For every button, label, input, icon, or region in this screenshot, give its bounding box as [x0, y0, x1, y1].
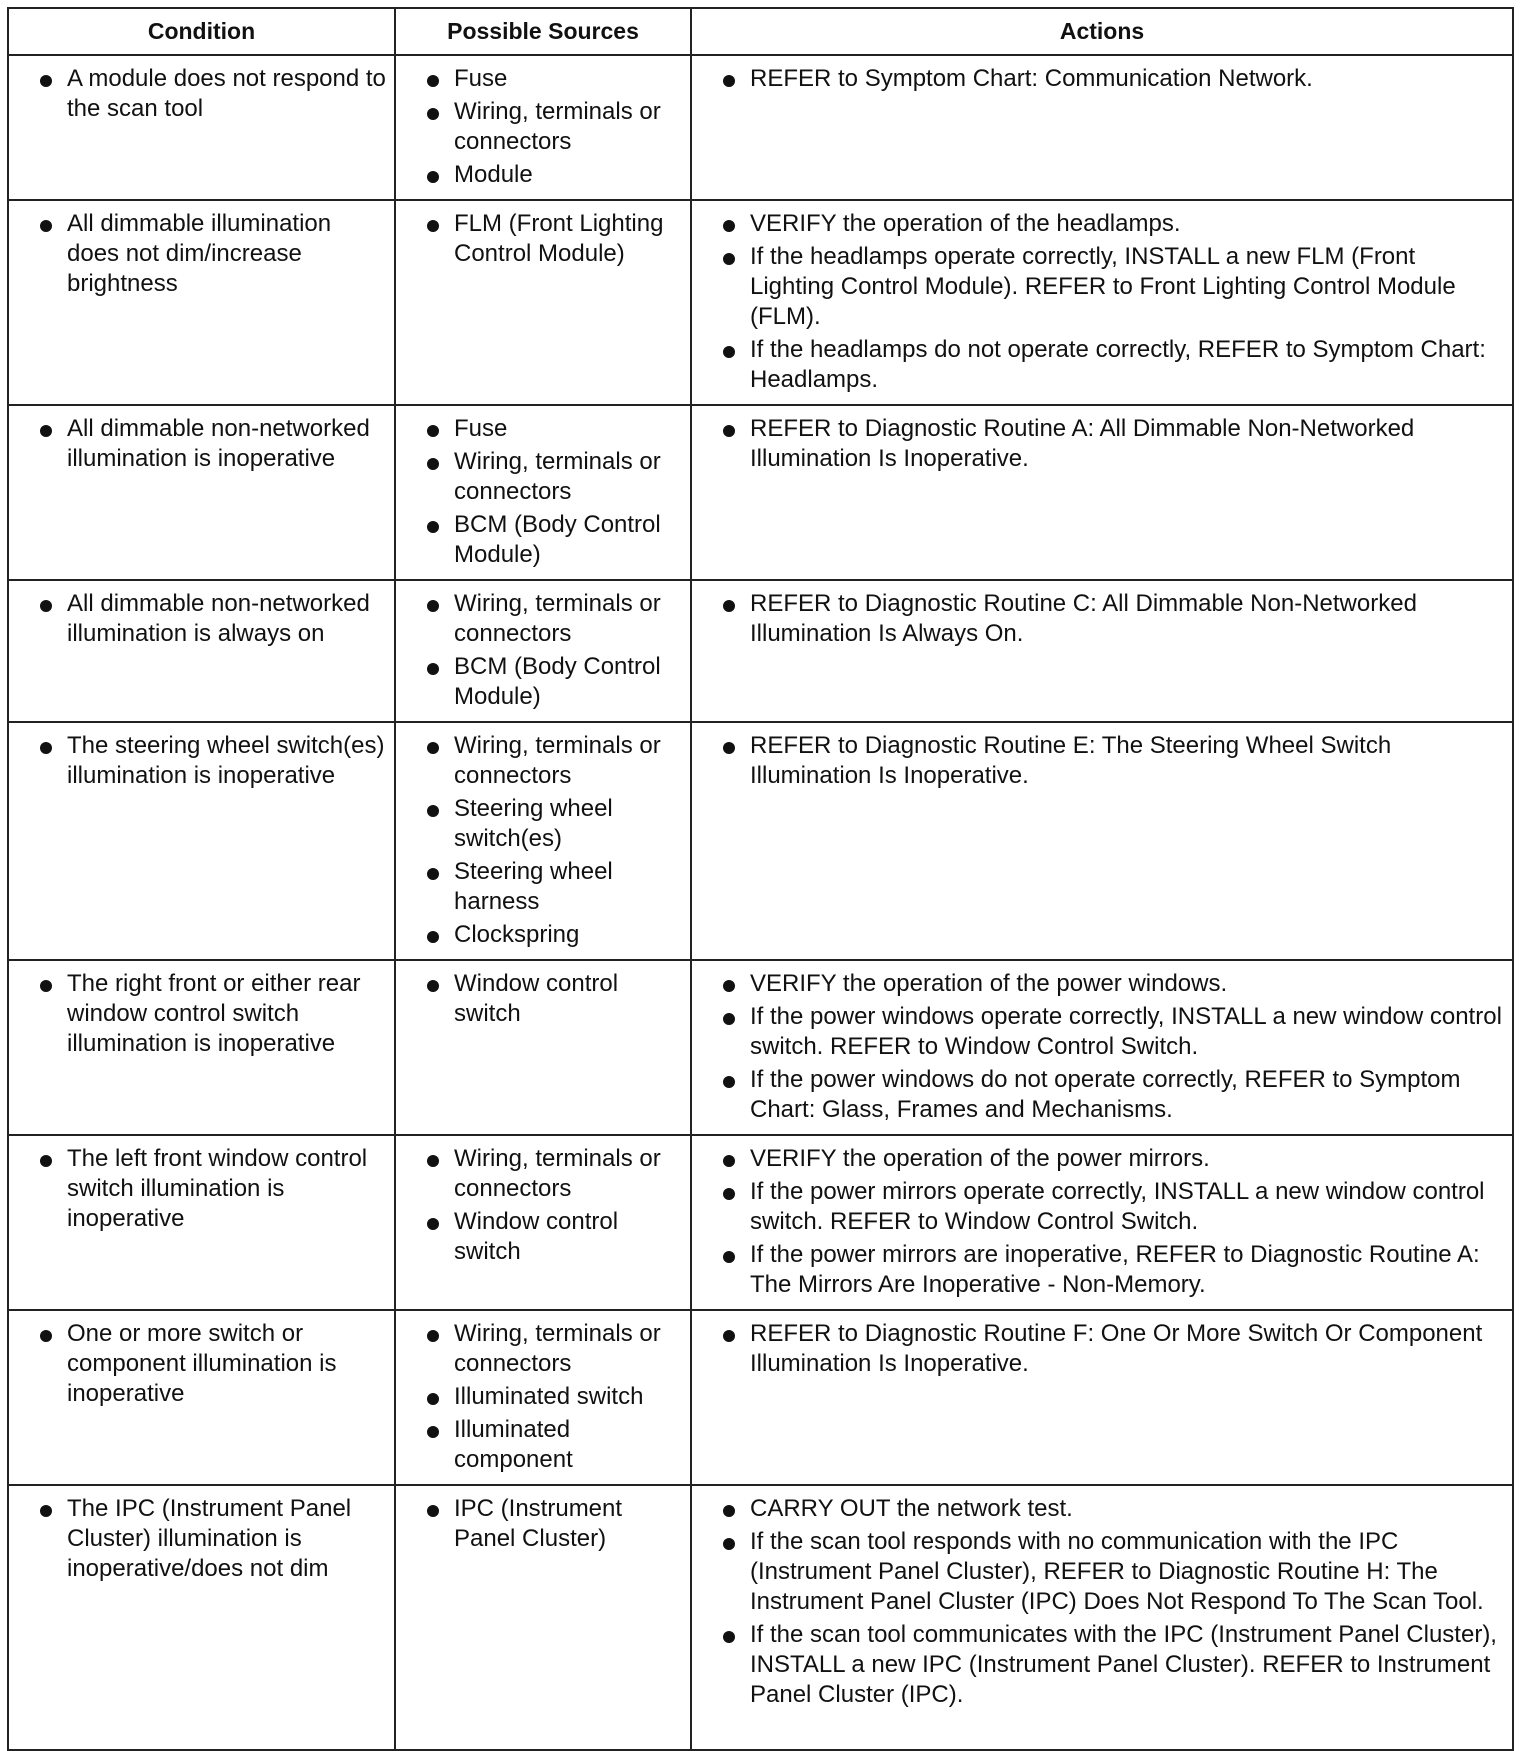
- sources-list: [404, 1494, 682, 1554]
- actions-item: REFER to Diagnostic Routine E: The Steering Wheel Switch Illumination Is Inoperative.: [700, 731, 1504, 791]
- condition-list: [17, 414, 386, 474]
- condition-list: [17, 731, 386, 791]
- actions-item: VERIFY the operation of the headlamps.: [700, 209, 1504, 239]
- table-body: [8, 55, 1513, 1750]
- table-row: [8, 1310, 1513, 1485]
- sources-list: [404, 1319, 682, 1475]
- sources-item: Wiring, terminals or connectors: [404, 1319, 682, 1379]
- sources-item: Steering wheel harness: [404, 857, 682, 917]
- symptom-table: [7, 7, 1514, 1751]
- actions-cell: [691, 722, 1513, 960]
- actions-list: [700, 414, 1504, 474]
- sources-item: Fuse: [404, 414, 682, 444]
- actions-item: If the headlamps do not operate correctly, REFER to Symptom Chart: Headlamps.: [700, 335, 1504, 395]
- actions-list: [700, 209, 1504, 395]
- condition-cell: [8, 1135, 395, 1310]
- condition-list: [17, 969, 386, 1059]
- actions-item: If the scan tool communicates with the IPC (Instrument Panel Cluster), INSTALL a new IPC (Instrument Panel Cluster). REFER to Instrument Panel Cluster (IPC).: [700, 1620, 1504, 1710]
- table-row: [8, 405, 1513, 580]
- sources-cell: [395, 580, 691, 722]
- actions-list: [700, 969, 1504, 1125]
- sources-cell: [395, 1310, 691, 1485]
- sources-cell: [395, 960, 691, 1135]
- actions-cell: [691, 960, 1513, 1135]
- sources-item: Window control switch: [404, 1207, 682, 1267]
- sources-cell: [395, 55, 691, 200]
- actions-item: VERIFY the operation of the power mirrors.: [700, 1144, 1504, 1174]
- sources-list: [404, 64, 682, 190]
- condition-list: [17, 1319, 386, 1409]
- condition-item: The IPC (Instrument Panel Cluster) illumination is inoperative/does not dim: [17, 1494, 386, 1584]
- actions-cell: [691, 1135, 1513, 1310]
- sources-item: BCM (Body Control Module): [404, 652, 682, 712]
- sources-cell: [395, 1135, 691, 1310]
- condition-item: All dimmable non-networked illumination is inoperative: [17, 414, 386, 474]
- actions-item: If the scan tool responds with no communication with the IPC (Instrument Panel Cluster), REFER to Diagnostic Routine H: The Instrument Panel Cluster (IPC) Does Not Respond To The Scan Tool.: [700, 1527, 1504, 1617]
- actions-list: [700, 589, 1504, 649]
- sources-cell: [395, 200, 691, 405]
- sources-item: FLM (Front Lighting Control Module): [404, 209, 682, 269]
- condition-item: The left front window control switch illumination is inoperative: [17, 1144, 386, 1234]
- actions-item: CARRY OUT the network test.: [700, 1494, 1504, 1524]
- condition-item: All dimmable illumination does not dim/increase brightness: [17, 209, 386, 299]
- sources-list: [404, 969, 682, 1029]
- condition-item: All dimmable non-networked illumination is always on: [17, 589, 386, 649]
- sources-item: Module: [404, 160, 682, 190]
- table-row: [8, 1485, 1513, 1750]
- actions-cell: [691, 55, 1513, 200]
- sources-item: Wiring, terminals or connectors: [404, 731, 682, 791]
- actions-item: VERIFY the operation of the power windows.: [700, 969, 1504, 999]
- condition-cell: [8, 580, 395, 722]
- header-possible-sources: Possible Sources: [395, 8, 691, 55]
- condition-item: A module does not respond to the scan tool: [17, 64, 386, 124]
- condition-list: [17, 589, 386, 649]
- actions-cell: [691, 200, 1513, 405]
- actions-cell: [691, 1485, 1513, 1750]
- sources-item: Steering wheel switch(es): [404, 794, 682, 854]
- sources-item: Illuminated component: [404, 1415, 682, 1475]
- sources-item: Clockspring: [404, 920, 682, 950]
- condition-item: One or more switch or component illumination is inoperative: [17, 1319, 386, 1409]
- actions-list: [700, 1144, 1504, 1300]
- condition-cell: [8, 1310, 395, 1485]
- actions-item: If the power windows do not operate correctly, REFER to Symptom Chart: Glass, Frames and Mechanisms.: [700, 1065, 1504, 1125]
- sources-list: [404, 1144, 682, 1267]
- condition-item: The right front or either rear window control switch illumination is inoperative: [17, 969, 386, 1059]
- condition-cell: [8, 55, 395, 200]
- sources-item: Illuminated switch: [404, 1382, 682, 1412]
- sources-item: Window control switch: [404, 969, 682, 1029]
- condition-item: The steering wheel switch(es) illumination is inoperative: [17, 731, 386, 791]
- actions-cell: [691, 405, 1513, 580]
- condition-cell: [8, 200, 395, 405]
- sources-list: [404, 731, 682, 950]
- actions-item: REFER to Symptom Chart: Communication Network.: [700, 64, 1504, 94]
- sources-list: [404, 414, 682, 570]
- condition-cell: [8, 722, 395, 960]
- condition-cell: [8, 1485, 395, 1750]
- condition-list: [17, 209, 386, 299]
- actions-list: [700, 64, 1504, 94]
- condition-list: [17, 64, 386, 124]
- actions-item: If the headlamps operate correctly, INSTALL a new FLM (Front Lighting Control Module). REFER to Front Lighting Control Module (FLM).: [700, 242, 1504, 332]
- sources-item: Wiring, terminals or connectors: [404, 589, 682, 649]
- sources-item: Wiring, terminals or connectors: [404, 447, 682, 507]
- sources-list: [404, 589, 682, 712]
- sources-list: [404, 209, 682, 269]
- actions-cell: [691, 580, 1513, 722]
- sources-item: Wiring, terminals or connectors: [404, 1144, 682, 1204]
- condition-cell: [8, 960, 395, 1135]
- symptom-chart: [7, 7, 1512, 1751]
- actions-list: [700, 1319, 1504, 1379]
- sources-item: IPC (Instrument Panel Cluster): [404, 1494, 682, 1554]
- sources-cell: [395, 722, 691, 960]
- actions-item: REFER to Diagnostic Routine C: All Dimmable Non-Networked Illumination Is Always On.: [700, 589, 1504, 649]
- condition-cell: [8, 405, 395, 580]
- condition-list: [17, 1494, 386, 1584]
- sources-item: BCM (Body Control Module): [404, 510, 682, 570]
- actions-item: REFER to Diagnostic Routine A: All Dimmable Non-Networked Illumination Is Inoperative.: [700, 414, 1504, 474]
- actions-cell: [691, 1310, 1513, 1485]
- sources-cell: [395, 405, 691, 580]
- table-row: [8, 960, 1513, 1135]
- header-actions: Actions: [691, 8, 1513, 55]
- actions-item: If the power windows operate correctly, INSTALL a new window control switch. REFER to Window Control Switch.: [700, 1002, 1504, 1062]
- sources-item: Fuse: [404, 64, 682, 94]
- table-row: [8, 722, 1513, 960]
- header-row: [8, 8, 1513, 55]
- sources-cell: [395, 1485, 691, 1750]
- table-row: [8, 55, 1513, 200]
- actions-list: [700, 731, 1504, 791]
- condition-list: [17, 1144, 386, 1234]
- header-condition: Condition: [8, 8, 395, 55]
- actions-list: [700, 1494, 1504, 1710]
- sources-item: Wiring, terminals or connectors: [404, 97, 682, 157]
- actions-item: REFER to Diagnostic Routine F: One Or More Switch Or Component Illumination Is Inoperative.: [700, 1319, 1504, 1379]
- actions-item: If the power mirrors are inoperative, REFER to Diagnostic Routine A: The Mirrors Are Inoperative - Non-Memory.: [700, 1240, 1504, 1300]
- table-row: [8, 1135, 1513, 1310]
- actions-item: If the power mirrors operate correctly, INSTALL a new window control switch. REFER to Window Control Switch.: [700, 1177, 1504, 1237]
- table-row: [8, 200, 1513, 405]
- table-row: [8, 580, 1513, 722]
